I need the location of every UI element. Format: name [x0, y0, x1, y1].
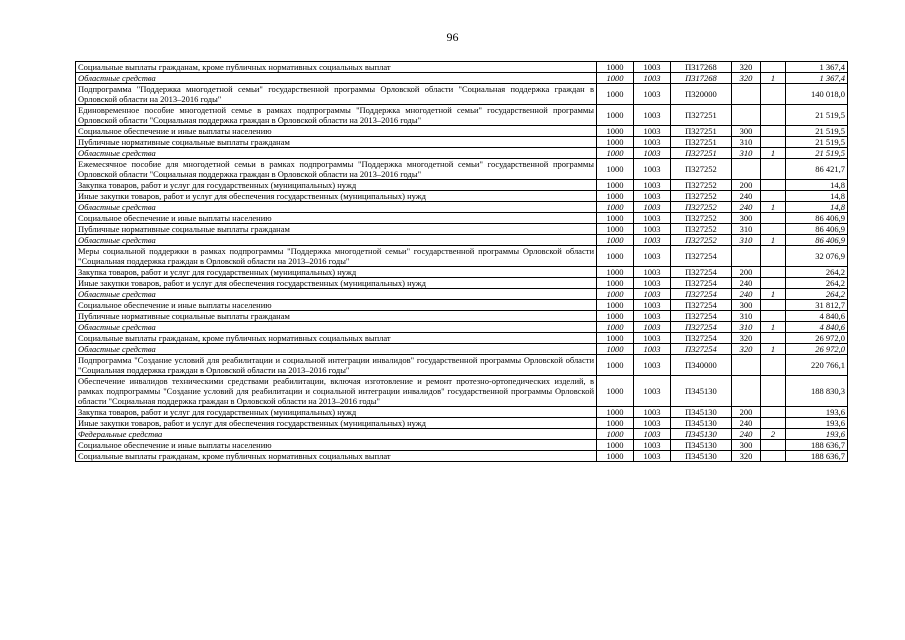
table-row [76, 418, 848, 429]
table-row [76, 62, 848, 73]
section-code-cell: 1000 [597, 300, 634, 311]
funding-source-cell [761, 180, 786, 191]
target-article-cell: П327252 [671, 224, 732, 235]
table-row [76, 429, 848, 440]
row-name-cell: Социальное обеспечение и иные выплаты населению [76, 126, 597, 137]
table-row [76, 105, 848, 126]
table-row [76, 376, 848, 407]
table-row [76, 73, 848, 84]
subsection-code-cell: 1003 [634, 126, 671, 137]
row-name-cell: Иные закупки товаров, работ и услуг для обеспечения государственных (муниципальных) нужд [76, 191, 597, 202]
table-row [76, 289, 848, 300]
expense-type-cell [732, 105, 761, 126]
subsection-code-cell: 1003 [634, 355, 671, 376]
subsection-code-cell: 1003 [634, 429, 671, 440]
funding-source-cell: 1 [761, 235, 786, 246]
table-row [76, 191, 848, 202]
amount-cell: 1 367,4 [786, 62, 848, 73]
subsection-code-cell: 1003 [634, 289, 671, 300]
target-article-cell: П327254 [671, 333, 732, 344]
table-row [76, 180, 848, 191]
expense-type-cell [732, 246, 761, 267]
amount-cell: 140 018,0 [786, 84, 848, 105]
table-row [76, 84, 848, 105]
row-name-cell: Областные средства [76, 322, 597, 333]
subsection-code-cell: 1003 [634, 278, 671, 289]
target-article-cell: П327254 [671, 246, 732, 267]
row-name-cell: Областные средства [76, 73, 597, 84]
expense-type-cell: 300 [732, 440, 761, 451]
funding-source-cell [761, 137, 786, 148]
row-name-cell: Публичные нормативные социальные выплаты гражданам [76, 137, 597, 148]
expense-type-cell [732, 84, 761, 105]
target-article-cell: П327251 [671, 126, 732, 137]
amount-cell: 86 406,9 [786, 213, 848, 224]
section-code-cell: 1000 [597, 376, 634, 407]
subsection-code-cell: 1003 [634, 137, 671, 148]
row-name-cell: Меры социальной поддержки в рамках подпрограммы "Поддержка многодетной семьи" государственной программы Орловской области "Социальная поддержка граждан в Орловской области на 2013–2016 годы" [76, 246, 597, 267]
amount-cell: 32 076,9 [786, 246, 848, 267]
funding-source-cell [761, 333, 786, 344]
target-article-cell: П327254 [671, 300, 732, 311]
subsection-code-cell: 1003 [634, 344, 671, 355]
row-name-cell: Единовременное пособие многодетной семье в рамках подпрограммы "Поддержка многодетной семьи" государственной программы Орловской области "Социальная поддержка граждан в Орловской области на 2013–2016 годы" [76, 105, 597, 126]
amount-cell: 31 812,7 [786, 300, 848, 311]
amount-cell: 14,8 [786, 191, 848, 202]
subsection-code-cell: 1003 [634, 322, 671, 333]
table-row [76, 300, 848, 311]
funding-source-cell [761, 376, 786, 407]
funding-source-cell: 1 [761, 73, 786, 84]
subsection-code-cell: 1003 [634, 300, 671, 311]
subsection-code-cell: 1003 [634, 202, 671, 213]
row-name-cell: Социальные выплаты гражданам, кроме публичных нормативных социальных выплат [76, 62, 597, 73]
amount-cell: 14,8 [786, 180, 848, 191]
row-name-cell: Ежемесячное пособие для многодетной семьи в рамках подпрограммы "Поддержка многодетной семьи" государственной программы Орловской области "Социальная поддержка граждан в Орловской области на 2013–2016 годы" [76, 159, 597, 180]
amount-cell: 21 519,5 [786, 148, 848, 159]
subsection-code-cell: 1003 [634, 62, 671, 73]
expense-type-cell: 310 [732, 322, 761, 333]
target-article-cell: П327254 [671, 267, 732, 278]
target-article-cell: П345130 [671, 429, 732, 440]
target-article-cell: П327254 [671, 311, 732, 322]
table-row [76, 148, 848, 159]
row-name-cell: Иные закупки товаров, работ и услуг для обеспечения государственных (муниципальных) нужд [76, 418, 597, 429]
table-row [76, 235, 848, 246]
funding-source-cell [761, 267, 786, 278]
subsection-code-cell: 1003 [634, 224, 671, 235]
target-article-cell: П345130 [671, 418, 732, 429]
expense-type-cell: 320 [732, 333, 761, 344]
amount-cell: 1 367,4 [786, 73, 848, 84]
expense-type-cell: 240 [732, 429, 761, 440]
amount-cell: 21 519,5 [786, 137, 848, 148]
amount-cell: 264,2 [786, 267, 848, 278]
table-row [76, 440, 848, 451]
row-name-cell: Социальное обеспечение и иные выплаты населению [76, 300, 597, 311]
section-code-cell: 1000 [597, 289, 634, 300]
subsection-code-cell: 1003 [634, 311, 671, 322]
row-name-cell: Иные закупки товаров, работ и услуг для обеспечения государственных (муниципальных) нужд [76, 278, 597, 289]
subsection-code-cell: 1003 [634, 440, 671, 451]
funding-source-cell [761, 451, 786, 462]
target-article-cell: П320000 [671, 84, 732, 105]
subsection-code-cell: 1003 [634, 267, 671, 278]
row-name-cell: Подпрограмма "Поддержка многодетной семьи" государственной программы Орловской области "Социальная поддержка граждан в Орловской области на 2013–2016 годы" [76, 84, 597, 105]
row-name-cell: Областные средства [76, 202, 597, 213]
table-row [76, 224, 848, 235]
table-row [76, 355, 848, 376]
subsection-code-cell: 1003 [634, 418, 671, 429]
section-code-cell: 1000 [597, 440, 634, 451]
section-code-cell: 1000 [597, 322, 634, 333]
row-name-cell: Областные средства [76, 235, 597, 246]
row-name-cell: Областные средства [76, 289, 597, 300]
table-row [76, 333, 848, 344]
table-row [76, 246, 848, 267]
target-article-cell: П327251 [671, 148, 732, 159]
table-row [76, 126, 848, 137]
section-code-cell: 1000 [597, 126, 634, 137]
subsection-code-cell: 1003 [634, 246, 671, 267]
target-article-cell: П327251 [671, 137, 732, 148]
target-article-cell: П327252 [671, 159, 732, 180]
amount-cell: 4 840,6 [786, 311, 848, 322]
amount-cell: 188 830,3 [786, 376, 848, 407]
section-code-cell: 1000 [597, 333, 634, 344]
target-article-cell: П327254 [671, 344, 732, 355]
amount-cell: 220 766,1 [786, 355, 848, 376]
target-article-cell: П327252 [671, 202, 732, 213]
funding-source-cell [761, 246, 786, 267]
section-code-cell: 1000 [597, 105, 634, 126]
amount-cell: 193,6 [786, 418, 848, 429]
expense-type-cell: 310 [732, 235, 761, 246]
amount-cell: 86 406,9 [786, 235, 848, 246]
expense-type-cell: 320 [732, 62, 761, 73]
funding-source-cell: 1 [761, 289, 786, 300]
amount-cell: 86 406,9 [786, 224, 848, 235]
target-article-cell: П327252 [671, 191, 732, 202]
funding-source-cell: 1 [761, 344, 786, 355]
row-name-cell: Социальное обеспечение и иные выплаты населению [76, 213, 597, 224]
amount-cell: 21 519,5 [786, 126, 848, 137]
subsection-code-cell: 1003 [634, 148, 671, 159]
row-name-cell: Обеспечение инвалидов техническими средствами реабилитации, включая изготовление и ремонт протезно-ортопедических изделий, в рамках подпрограммы "Создание условий для реабилитации и социальной интеграции инвалидов" государственной программы Орловской области "Социальная поддержка граждан в Орловской области на 2013–2016 годы" [76, 376, 597, 407]
subsection-code-cell: 1003 [634, 159, 671, 180]
section-code-cell: 1000 [597, 355, 634, 376]
funding-source-cell [761, 311, 786, 322]
section-code-cell: 1000 [597, 278, 634, 289]
funding-source-cell [761, 126, 786, 137]
subsection-code-cell: 1003 [634, 376, 671, 407]
expense-type-cell: 300 [732, 213, 761, 224]
funding-source-cell [761, 300, 786, 311]
row-name-cell: Социальные выплаты гражданам, кроме публичных нормативных социальных выплат [76, 451, 597, 462]
row-name-cell: Социальные выплаты гражданам, кроме публичных нормативных социальных выплат [76, 333, 597, 344]
subsection-code-cell: 1003 [634, 333, 671, 344]
target-article-cell: П327254 [671, 278, 732, 289]
section-code-cell: 1000 [597, 62, 634, 73]
subsection-code-cell: 1003 [634, 105, 671, 126]
expense-type-cell [732, 355, 761, 376]
section-code-cell: 1000 [597, 407, 634, 418]
expense-type-cell: 200 [732, 267, 761, 278]
subsection-code-cell: 1003 [634, 407, 671, 418]
amount-cell: 264,2 [786, 289, 848, 300]
row-name-cell: Закупка товаров, работ и услуг для государственных (муниципальных) нужд [76, 267, 597, 278]
section-code-cell: 1000 [597, 84, 634, 105]
table-row [76, 159, 848, 180]
amount-cell: 21 519,5 [786, 105, 848, 126]
row-name-cell: Областные средства [76, 344, 597, 355]
section-code-cell: 1000 [597, 191, 634, 202]
funding-source-cell [761, 105, 786, 126]
table-row [76, 407, 848, 418]
section-code-cell: 1000 [597, 148, 634, 159]
funding-source-cell [761, 407, 786, 418]
amount-cell: 26 972,0 [786, 333, 848, 344]
row-name-cell: Федеральные средства [76, 429, 597, 440]
subsection-code-cell: 1003 [634, 213, 671, 224]
row-name-cell: Подпрограмма "Создание условий для реабилитации и социальной интеграции инвалидов" государственной программы Орловской области "Социальная поддержка граждан в Орловской области на 2013–2016 годы" [76, 355, 597, 376]
table-row [76, 267, 848, 278]
funding-source-cell: 1 [761, 148, 786, 159]
section-code-cell: 1000 [597, 73, 634, 84]
subsection-code-cell: 1003 [634, 191, 671, 202]
funding-source-cell [761, 84, 786, 105]
subsection-code-cell: 1003 [634, 73, 671, 84]
funding-source-cell: 1 [761, 322, 786, 333]
section-code-cell: 1000 [597, 180, 634, 191]
section-code-cell: 1000 [597, 344, 634, 355]
target-article-cell: П327251 [671, 105, 732, 126]
funding-source-cell [761, 191, 786, 202]
row-name-cell: Социальное обеспечение и иные выплаты населению [76, 440, 597, 451]
table-row [76, 137, 848, 148]
target-article-cell: П345130 [671, 407, 732, 418]
table-row [76, 213, 848, 224]
expense-type-cell: 200 [732, 180, 761, 191]
section-code-cell: 1000 [597, 246, 634, 267]
expense-type-cell: 300 [732, 300, 761, 311]
expense-type-cell: 240 [732, 202, 761, 213]
table-row [76, 344, 848, 355]
target-article-cell: П327254 [671, 289, 732, 300]
target-article-cell: П340000 [671, 355, 732, 376]
section-code-cell: 1000 [597, 451, 634, 462]
amount-cell: 26 972,0 [786, 344, 848, 355]
subsection-code-cell: 1003 [634, 235, 671, 246]
expense-type-cell: 320 [732, 73, 761, 84]
subsection-code-cell: 1003 [634, 84, 671, 105]
funding-source-cell [761, 355, 786, 376]
subsection-code-cell: 1003 [634, 451, 671, 462]
row-name-cell: Закупка товаров, работ и услуг для государственных (муниципальных) нужд [76, 180, 597, 191]
expense-type-cell: 240 [732, 289, 761, 300]
funding-source-cell [761, 418, 786, 429]
expense-type-cell: 310 [732, 224, 761, 235]
row-name-cell: Публичные нормативные социальные выплаты гражданам [76, 224, 597, 235]
section-code-cell: 1000 [597, 418, 634, 429]
amount-cell: 188 636,7 [786, 440, 848, 451]
table-body [76, 62, 848, 462]
expense-type-cell: 200 [732, 407, 761, 418]
amount-cell: 264,2 [786, 278, 848, 289]
funding-source-cell [761, 278, 786, 289]
row-name-cell: Публичные нормативные социальные выплаты гражданам [76, 311, 597, 322]
table-row [76, 311, 848, 322]
expense-type-cell: 320 [732, 451, 761, 462]
table-row [76, 278, 848, 289]
funding-source-cell [761, 440, 786, 451]
expense-type-cell: 310 [732, 137, 761, 148]
amount-cell: 4 840,6 [786, 322, 848, 333]
funding-source-cell: 2 [761, 429, 786, 440]
expense-type-cell: 240 [732, 278, 761, 289]
funding-source-cell [761, 62, 786, 73]
row-name-cell: Закупка товаров, работ и услуг для государственных (муниципальных) нужд [76, 407, 597, 418]
expense-type-cell [732, 159, 761, 180]
section-code-cell: 1000 [597, 224, 634, 235]
funding-source-cell [761, 159, 786, 180]
amount-cell: 14,8 [786, 202, 848, 213]
expense-type-cell: 240 [732, 418, 761, 429]
expense-type-cell: 240 [732, 191, 761, 202]
expense-type-cell: 320 [732, 344, 761, 355]
target-article-cell: П327252 [671, 180, 732, 191]
section-code-cell: 1000 [597, 235, 634, 246]
budget-table [75, 61, 848, 462]
target-article-cell: П327254 [671, 322, 732, 333]
section-code-cell: 1000 [597, 267, 634, 278]
amount-cell: 86 421,7 [786, 159, 848, 180]
expense-type-cell [732, 376, 761, 407]
target-article-cell: П317268 [671, 62, 732, 73]
target-article-cell: П317268 [671, 73, 732, 84]
section-code-cell: 1000 [597, 213, 634, 224]
row-name-cell: Областные средства [76, 148, 597, 159]
funding-source-cell [761, 224, 786, 235]
expense-type-cell: 300 [732, 126, 761, 137]
target-article-cell: П327252 [671, 213, 732, 224]
table-row [76, 451, 848, 462]
amount-cell: 188 636,7 [786, 451, 848, 462]
section-code-cell: 1000 [597, 202, 634, 213]
target-article-cell: П345130 [671, 376, 732, 407]
page-number: 96 [446, 30, 459, 44]
section-code-cell: 1000 [597, 137, 634, 148]
amount-cell: 193,6 [786, 429, 848, 440]
amount-cell: 193,6 [786, 407, 848, 418]
funding-source-cell [761, 213, 786, 224]
target-article-cell: П345130 [671, 451, 732, 462]
target-article-cell: П327252 [671, 235, 732, 246]
funding-source-cell: 1 [761, 202, 786, 213]
target-article-cell: П345130 [671, 440, 732, 451]
table-row [76, 322, 848, 333]
section-code-cell: 1000 [597, 159, 634, 180]
expense-type-cell: 310 [732, 148, 761, 159]
table-row [76, 202, 848, 213]
section-code-cell: 1000 [597, 429, 634, 440]
subsection-code-cell: 1003 [634, 180, 671, 191]
section-code-cell: 1000 [597, 311, 634, 322]
expense-type-cell: 310 [732, 311, 761, 322]
